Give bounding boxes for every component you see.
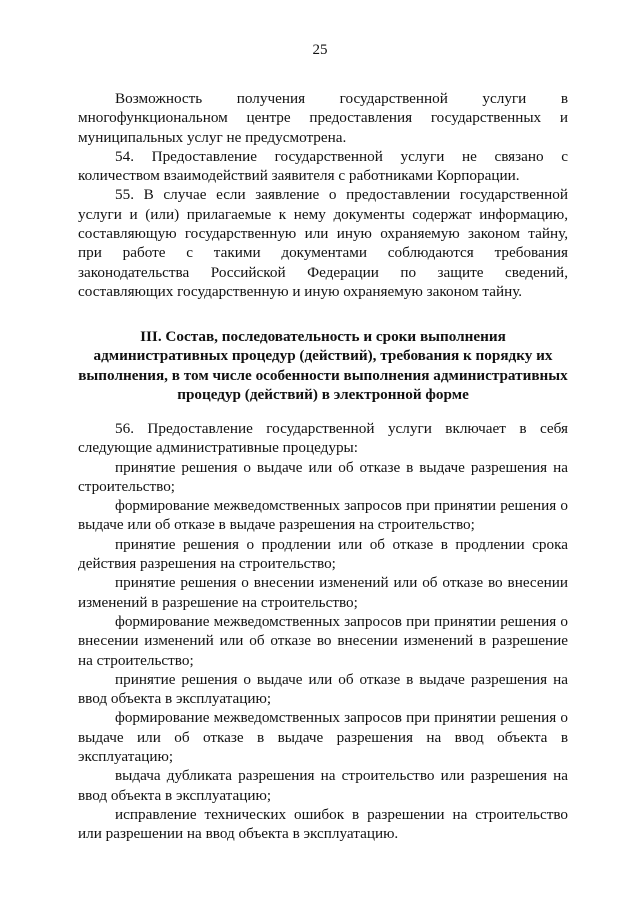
procedure-item: формирование межведомственных запросов при принятии решения о внесении изменений или об отказе во внесении изменений в разрешение на строительство; [78, 612, 568, 669]
procedure-item: принятие решения о выдаче или об отказе в выдаче разрешения на ввод объекта в эксплуатацию; [78, 670, 568, 708]
procedure-item: выдача дубликата разрешения на строительство или разрешения на ввод объекта в эксплуатацию; [78, 767, 568, 804]
section-heading-line: процедур (действий) в электронной форме [177, 385, 469, 403]
section-heading-line: выполнения, в том числе особенности выполнения административных [78, 366, 568, 384]
procedure-item: формирование межведомственных запросов при принятии решения о выдаче или об отказе в выдаче разрешения на строительство; [78, 497, 568, 534]
page-number: 25 [312, 42, 328, 58]
procedure-item: принятие решения о внесении изменений или об отказе во внесении изменений в разрешение на строительство; [78, 574, 568, 611]
procedure-item: принятие решения о выдаче или об отказе в выдаче разрешения на строительство; [78, 458, 568, 495]
procedure-item: формирование межведомственных запросов при принятии решения о выдаче или об отказе в выдаче разрешения на ввод объекта в эксплуатацию; [78, 709, 568, 766]
paragraph-54: 54. Предоставление государственной услуги не связано с количеством взаимодействий заявителя с работниками Корпорации. [78, 147, 568, 185]
paragraph-56: 56. Предоставление государственной услуги включает в себя следующие административные процедуры: [78, 420, 568, 457]
procedure-item: исправление технических ошибок в разрешении на строительство или разрешении на ввод объекта в эксплуатацию. [78, 805, 568, 843]
top-text-block [78, 89, 568, 301]
section-heading-iii [78, 327, 568, 404]
bottom-text-block [78, 419, 568, 844]
section-heading-line: административных процедур (действий), требования к порядку их [93, 347, 553, 365]
section-heading-line: III. Состав, последовательность и сроки выполнения [140, 328, 506, 345]
paragraph-mfc-availability: Возможность получения государственной услуги в многофункциональном центре предоставления государственных и муниципальных услуг не предусмотрена. [78, 90, 568, 146]
procedure-item: принятие решения о продлении или об отказе в продлении срока действия разрешения на строительство; [78, 535, 568, 573]
paragraph-55: 55. В случае если заявление о предоставлении государственной услуги и (или) прилагаемые к нему документы содержат информацию, составляющую государственную или иную охраняемую законом тайну, при работе с такими документами соблюдаются требования законодательства Российской Федерации по защите сведений, составляющих государственную и иную охраняемую законом тайну. [78, 186, 568, 300]
